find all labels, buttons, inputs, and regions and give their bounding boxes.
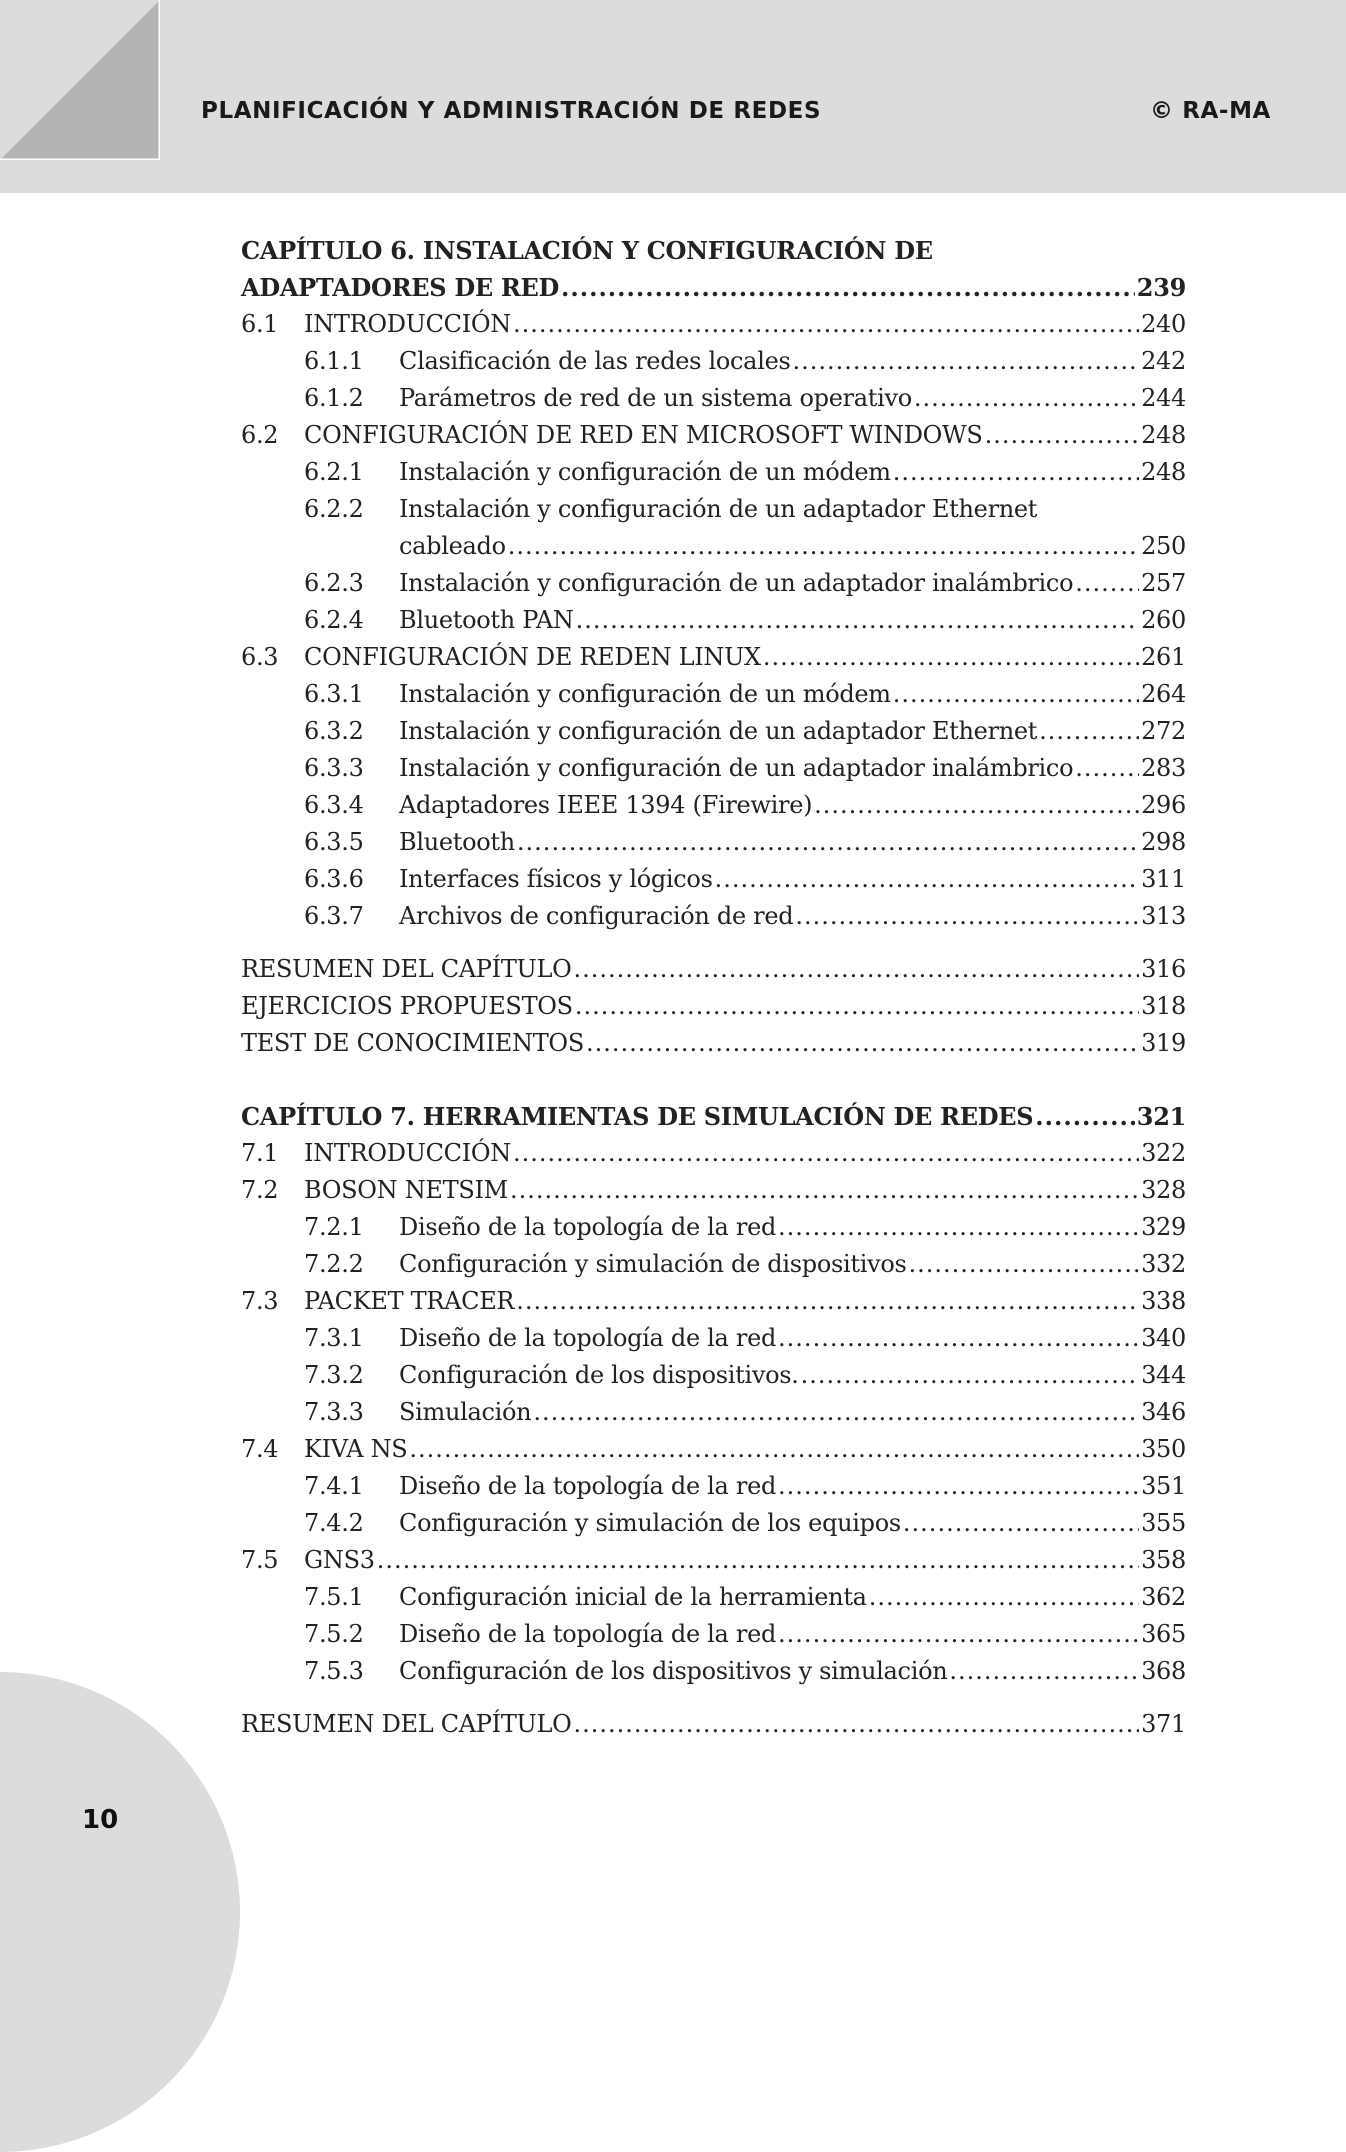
toc-page: 283: [1141, 754, 1186, 782]
toc-text: ADAPTADORES DE RED: [241, 273, 560, 302]
chapter-7-entries: [241, 1135, 1186, 1690]
toc-page: 311: [1141, 865, 1186, 893]
toc-number: 7.4.2: [304, 1509, 364, 1537]
toc-text: Instalación y configuración de un adaptador inalámbrico: [399, 754, 1074, 782]
toc-entry[interactable]: [241, 951, 1186, 988]
toc-number: 6.2.1: [304, 458, 364, 486]
toc-page: 242: [1141, 347, 1186, 375]
toc-leader: [909, 1246, 1140, 1283]
toc-text: Clasificación de las redes locales: [399, 347, 791, 375]
toc-entry-continuation[interactable]: [241, 528, 1186, 565]
chapter-7-end-entries: [241, 1706, 1186, 1743]
toc-number: 7.2.2: [304, 1250, 364, 1278]
toc-number: 6.3.1: [304, 680, 364, 708]
toc-page: 322: [1141, 1139, 1186, 1167]
toc-page: 260: [1141, 606, 1186, 634]
toc-entry-6-1-2[interactable]: [241, 380, 1186, 417]
toc-leader: [513, 1135, 1139, 1172]
toc-number: 6.3.4: [304, 791, 364, 819]
toc-entry-6-3[interactable]: [241, 639, 1186, 676]
toc-text: EJERCICIOS PROPUESTOS: [241, 992, 573, 1020]
toc-number: 6.3: [241, 643, 279, 671]
toc-text: CONFIGURACIÓN DE RED EN MICROSOFT WINDOWS: [304, 421, 983, 449]
toc-text: TEST DE CONOCIMIENTOS: [241, 1029, 584, 1057]
toc-number: 6.3.6: [304, 865, 364, 893]
toc-leader: [778, 1320, 1139, 1357]
toc-entry-6-3-1[interactable]: [241, 676, 1186, 713]
toc-page: 338: [1141, 1287, 1186, 1315]
toc-leader: [778, 1468, 1139, 1505]
toc-entry-7-5-3[interactable]: [241, 1653, 1186, 1690]
toc-text: Instalación y configuración de un adaptador Ethernet: [399, 495, 1038, 523]
toc-page: 332: [1141, 1250, 1186, 1278]
toc-text: RESUMEN DEL CAPÍTULO: [241, 1710, 572, 1738]
toc-page: 351: [1141, 1472, 1186, 1500]
toc-text: PACKET TRACER: [304, 1287, 515, 1315]
toc-page: 244: [1141, 384, 1186, 412]
toc-leader: [573, 951, 1139, 988]
toc-number: 6.1: [241, 310, 279, 338]
toc-page: 321: [1136, 1102, 1186, 1131]
toc-leader: [893, 676, 1139, 713]
toc-page: 316: [1141, 955, 1186, 983]
toc-number: 6.3.3: [304, 754, 364, 782]
toc-leader: [508, 528, 1139, 565]
toc-entry-7-5[interactable]: [241, 1542, 1186, 1579]
toc-page: 272: [1141, 717, 1186, 745]
toc-entry-6-3-4[interactable]: [241, 787, 1186, 824]
toc-leader: [510, 1172, 1139, 1209]
toc-leader: [533, 1394, 1139, 1431]
toc-number: 6.2.2: [304, 495, 364, 523]
toc-page: 362: [1141, 1583, 1186, 1611]
toc-entry-6-3-7[interactable]: [241, 898, 1186, 935]
toc-leader: [377, 1542, 1139, 1579]
toc-entry-6-1-1[interactable]: [241, 343, 1186, 380]
toc-leader: [869, 1579, 1139, 1616]
toc-text: Diseño de la topología de la red: [399, 1472, 777, 1500]
toc-text: CAPÍTULO 7. HERRAMIENTAS DE SIMULACIÓN DE REDES: [241, 1102, 1034, 1131]
toc-number: 7.1: [241, 1139, 279, 1167]
toc-entry-7-4-2[interactable]: [241, 1505, 1186, 1542]
toc-text: Parámetros de red de un sistema operativo: [399, 384, 912, 412]
toc-page: 368: [1141, 1657, 1186, 1685]
toc-entry[interactable]: [241, 1706, 1186, 1743]
toc-entry-7-4-1[interactable]: [241, 1468, 1186, 1505]
toc-leader: [586, 1025, 1139, 1062]
toc-number: 7.3.2: [304, 1361, 364, 1389]
toc-number: 6.3.5: [304, 828, 364, 856]
toc-entry-7-5-2[interactable]: [241, 1616, 1186, 1653]
toc-leader: [814, 787, 1139, 824]
footer-circle-decoration: [0, 1672, 240, 2152]
toc-number: 6.2.4: [304, 606, 364, 634]
toc-number: 7.2: [241, 1176, 279, 1204]
toc-entry-7-2-2[interactable]: [241, 1246, 1186, 1283]
toc-page: 344: [1141, 1361, 1186, 1389]
toc-text: Adaptadores IEEE 1394 (Firewire): [399, 791, 813, 819]
toc-number: 7.3.1: [304, 1324, 364, 1352]
toc-page: 358: [1141, 1546, 1186, 1574]
toc-leader: [914, 380, 1139, 417]
toc-leader: [985, 417, 1140, 454]
toc-page: 329: [1141, 1213, 1186, 1241]
toc-text: CONFIGURACIÓN DE REDEN LINUX: [304, 643, 761, 671]
toc-text: Configuración y simulación de dispositivos: [399, 1250, 907, 1278]
toc-leader: [949, 1653, 1139, 1690]
page-number: 10: [82, 1805, 119, 1835]
toc-page: 318: [1141, 992, 1186, 1020]
toc-number: 6.1.1: [304, 347, 364, 375]
toc-page: 371: [1141, 1710, 1186, 1738]
toc-number: 7.5.1: [304, 1583, 364, 1611]
toc-leader: [1075, 565, 1139, 602]
toc-page: 240: [1141, 310, 1186, 338]
toc-leader: [1035, 1098, 1135, 1135]
toc-number: 6.1.2: [304, 384, 364, 412]
toc-text: Bluetooth: [399, 828, 515, 856]
toc-entry-6-2-3[interactable]: [241, 565, 1186, 602]
toc-leader: [513, 306, 1139, 343]
toc-number: 7.5: [241, 1546, 279, 1574]
toc-entry-7-3-1[interactable]: [241, 1320, 1186, 1357]
toc-text: Simulación: [399, 1398, 532, 1426]
toc-page: 239: [1136, 273, 1186, 302]
toc-text: Bluetooth PAN: [399, 606, 574, 634]
toc-number: 7.2.1: [304, 1213, 364, 1241]
toc-text: Interfaces físicos y lógicos: [399, 865, 713, 893]
toc-page: 319: [1141, 1029, 1186, 1057]
toc-leader: [1039, 713, 1139, 750]
toc-page: 350: [1141, 1435, 1186, 1463]
toc-text: cableado: [399, 532, 506, 560]
toc-text: Diseño de la topología de la red: [399, 1620, 777, 1648]
toc-number: 7.4: [241, 1435, 279, 1463]
toc-text: Configuración inicial de la herramienta: [399, 1583, 867, 1611]
toc-entry-7-4[interactable]: [241, 1431, 1186, 1468]
toc-page: 355: [1141, 1509, 1186, 1537]
toc-page: 248: [1141, 458, 1186, 486]
toc-leader: [561, 269, 1135, 306]
toc-entry-6-2-2[interactable]: [241, 491, 1186, 528]
toc-text: Instalación y configuración de un adaptador inalámbrico: [399, 569, 1074, 597]
toc-entry-6-3-3[interactable]: [241, 750, 1186, 787]
toc-leader: [517, 824, 1139, 861]
toc-leader: [573, 1706, 1139, 1743]
toc-leader: [575, 988, 1139, 1025]
toc-entry[interactable]: [241, 1025, 1186, 1062]
toc-entry-6-3-2[interactable]: [241, 713, 1186, 750]
toc-text: INTRODUCCIÓN: [304, 310, 511, 338]
toc-text: Instalación y configuración de un módem: [399, 680, 891, 708]
toc-number: 6.2.3: [304, 569, 364, 597]
toc-leader: [715, 861, 1139, 898]
toc-leader: [409, 1431, 1139, 1468]
toc-page: 264: [1141, 680, 1186, 708]
toc-leader: [778, 1616, 1139, 1653]
chapter-6-entries: [241, 306, 1186, 935]
toc-text: Configuración de los dispositivos.: [399, 1361, 799, 1389]
toc-page: 250: [1141, 532, 1186, 560]
toc-text: Instalación y configuración de un adaptador Ethernet: [399, 717, 1038, 745]
table-of-contents: [241, 232, 1186, 1743]
toc-page: 257: [1141, 569, 1186, 597]
toc-number: 6.3.7: [304, 902, 364, 930]
toc-page: 296: [1141, 791, 1186, 819]
corner-fold-decoration: [0, 0, 160, 160]
toc-leader: [516, 1283, 1139, 1320]
toc-number: 6.2: [241, 421, 279, 449]
toc-number: 7.5.3: [304, 1657, 364, 1685]
toc-entry-7-5-1[interactable]: [241, 1579, 1186, 1616]
toc-page: 298: [1141, 828, 1186, 856]
toc-leader: [778, 1209, 1139, 1246]
toc-entry-6-2-1[interactable]: [241, 454, 1186, 491]
toc-text: Instalación y configuración de un módem: [399, 458, 891, 486]
toc-text: Configuración de los dispositivos y simulación: [399, 1657, 948, 1685]
chapter-6-heading[interactable]: [241, 269, 1186, 306]
toc-leader: [893, 454, 1139, 491]
toc-number: 7.4.1: [304, 1472, 364, 1500]
book-title: PLANIFICACIÓN Y ADMINISTRACIÓN DE REDES: [201, 98, 822, 124]
toc-entry-6-2-4[interactable]: [241, 602, 1186, 639]
toc-page: 261: [1141, 643, 1186, 671]
toc-leader: [801, 1357, 1139, 1394]
chapter-6-heading-line1: CAPÍTULO 6. INSTALACIÓN Y CONFIGURACIÓN DE: [241, 236, 933, 265]
toc-number: 7.3: [241, 1287, 279, 1315]
toc-text: Archivos de configuración de red: [399, 902, 794, 930]
publisher-label: © RA-MA: [1150, 98, 1271, 124]
toc-page: 346: [1141, 1398, 1186, 1426]
toc-leader: [576, 602, 1139, 639]
chapter-6-end-entries: [241, 951, 1186, 1062]
toc-text: INTRODUCCIÓN: [304, 1139, 511, 1167]
toc-text: Diseño de la topología de la red: [399, 1324, 777, 1352]
toc-text: Configuración y simulación de los equipos: [399, 1509, 901, 1537]
toc-leader: [903, 1505, 1139, 1542]
toc-entry-7-3-3[interactable]: [241, 1394, 1186, 1431]
toc-text: BOSON NETSIM: [304, 1176, 508, 1204]
page-header: [0, 0, 1346, 193]
toc-entry-7-2[interactable]: [241, 1172, 1186, 1209]
toc-entry-6-3-6[interactable]: [241, 861, 1186, 898]
toc-leader: [792, 343, 1139, 380]
toc-page: 313: [1141, 902, 1186, 930]
chapter-7-heading[interactable]: [241, 1098, 1186, 1135]
toc-entry-7-3[interactable]: [241, 1283, 1186, 1320]
toc-leader: [1075, 750, 1139, 787]
toc-entry-7-1[interactable]: [241, 1135, 1186, 1172]
toc-number: 7.5.2: [304, 1620, 364, 1648]
toc-page: 340: [1141, 1324, 1186, 1352]
toc-leader: [763, 639, 1139, 676]
toc-text: RESUMEN DEL CAPÍTULO: [241, 955, 572, 983]
toc-leader: [795, 898, 1139, 935]
toc-text: GNS3: [304, 1546, 375, 1574]
toc-text: KIVA NS: [304, 1435, 408, 1463]
toc-entry[interactable]: [241, 988, 1186, 1025]
toc-page: 328: [1141, 1176, 1186, 1204]
toc-entry-6-2[interactable]: [241, 417, 1186, 454]
toc-entry-7-2-1[interactable]: [241, 1209, 1186, 1246]
toc-text: Diseño de la topología de la red: [399, 1213, 777, 1241]
toc-page: 248: [1141, 421, 1186, 449]
toc-entry-6-3-5[interactable]: [241, 824, 1186, 861]
toc-entry-7-3-2[interactable]: [241, 1357, 1186, 1394]
toc-entry-6-1[interactable]: [241, 306, 1186, 343]
toc-number: 7.3.3: [304, 1398, 364, 1426]
toc-number: 6.3.2: [304, 717, 364, 745]
toc-page: 365: [1141, 1620, 1186, 1648]
